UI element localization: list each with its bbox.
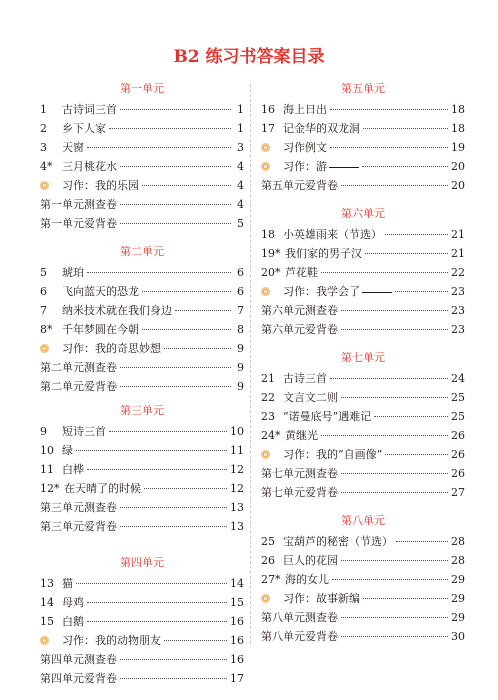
entry-title: 第六单元测查卷 xyxy=(261,304,338,317)
dot-leader xyxy=(164,348,231,349)
entry-title: 海的女儿 xyxy=(285,573,329,586)
dot-leader xyxy=(385,234,448,235)
entry-number: 15 xyxy=(40,615,54,628)
unit-section xyxy=(40,243,244,396)
page-number: 28 xyxy=(451,554,465,567)
dot-leader xyxy=(120,109,231,110)
dot-leader xyxy=(321,272,448,273)
dot-leader xyxy=(120,386,231,387)
dot-leader xyxy=(332,579,448,580)
page-number: 23 xyxy=(451,285,465,298)
entry-title: 第三单元爱背卷 xyxy=(40,520,117,533)
dot-leader xyxy=(142,291,231,292)
entry-number: 18 xyxy=(261,228,275,241)
entry-title: 古诗词三首 xyxy=(62,103,117,116)
page-number: 16 xyxy=(230,653,244,666)
dot-leader xyxy=(76,583,227,584)
toc-entry[interactable] xyxy=(261,244,465,263)
dot-leader xyxy=(341,617,448,618)
dot-leader xyxy=(363,128,448,129)
page-number: 9 xyxy=(237,361,244,374)
unit-section xyxy=(261,349,465,502)
entry-number: 21 xyxy=(261,372,275,385)
dot-leader xyxy=(76,450,227,451)
page-number: 17 xyxy=(230,672,244,685)
toc-entry[interactable] xyxy=(40,214,244,233)
dot-leader xyxy=(120,678,227,679)
dot-leader xyxy=(341,560,448,561)
toc-entry[interactable] xyxy=(261,570,465,589)
toc-entry[interactable] xyxy=(261,388,465,407)
entry-number: 2 xyxy=(40,122,47,135)
entry-title: 习作：我的“自画像” xyxy=(283,448,383,461)
exercise-icon xyxy=(261,143,270,152)
unit-heading: 第七单元 xyxy=(341,351,385,364)
entry-number: 16 xyxy=(261,103,275,116)
entry-title: 第四单元爱背卷 xyxy=(40,672,117,685)
toc-entry[interactable] xyxy=(261,138,465,157)
entry-title: 习作例文 xyxy=(283,141,327,154)
dot-leader xyxy=(120,507,227,508)
toc-entry[interactable] xyxy=(40,263,244,282)
toc-entry[interactable] xyxy=(40,377,244,396)
toc-entry[interactable] xyxy=(40,479,244,498)
toc-entry[interactable] xyxy=(40,517,244,536)
entry-number: 22 xyxy=(261,391,275,404)
entry-title: 习作：我的奇思妙想 xyxy=(62,342,161,355)
page-number: 28 xyxy=(451,535,465,548)
dot-leader xyxy=(341,329,448,330)
dot-leader xyxy=(330,378,448,379)
toc-entry[interactable] xyxy=(261,483,465,502)
entry-title: 第一单元爱背卷 xyxy=(40,217,117,230)
entry-title: 短诗三首 xyxy=(62,425,106,438)
right-column xyxy=(261,80,465,646)
entry-number: 3 xyxy=(40,141,47,154)
toc-entry[interactable] xyxy=(40,282,244,301)
page-number: 9 xyxy=(237,342,244,355)
entry-title: 第一单元测查卷 xyxy=(40,198,117,211)
entry-number: 9 xyxy=(40,425,47,438)
toc-entry[interactable] xyxy=(40,157,244,176)
toc-entry[interactable] xyxy=(261,407,465,426)
toc-entry[interactable] xyxy=(261,282,465,301)
toc-entry[interactable] xyxy=(40,358,244,377)
unit-heading: 第二单元 xyxy=(120,245,164,258)
page-number: 29 xyxy=(451,573,465,586)
dot-leader xyxy=(365,253,448,254)
dot-leader xyxy=(164,640,227,641)
exercise-icon xyxy=(261,162,270,171)
page-number: 12 xyxy=(230,482,244,495)
entry-title: 习作：我学会了 xyxy=(283,285,360,298)
toc-entry[interactable] xyxy=(40,138,244,157)
entry-title: 在天晴了的时候 xyxy=(64,482,141,495)
column-divider xyxy=(250,84,251,644)
page-number: 25 xyxy=(451,391,465,404)
entry-title: 琥珀 xyxy=(62,266,84,279)
entry-title: 飞向蓝天的恐龙 xyxy=(62,285,139,298)
page-number: 18 xyxy=(451,103,465,116)
exercise-icon xyxy=(261,594,270,603)
entry-number: 11 xyxy=(40,463,54,476)
dot-leader xyxy=(87,602,227,603)
dot-leader xyxy=(175,310,231,311)
page-number: 4 xyxy=(237,198,244,211)
page-number: 15 xyxy=(230,596,244,609)
dot-leader xyxy=(395,291,448,292)
dot-leader xyxy=(120,166,231,167)
unit-heading: 第四单元 xyxy=(120,556,164,569)
dot-leader xyxy=(87,147,231,148)
toc-entry[interactable] xyxy=(261,176,465,195)
entry-title: 第六单元爱背卷 xyxy=(261,323,338,336)
unit-section xyxy=(40,80,244,233)
entry-title: 猫 xyxy=(62,577,73,590)
entry-title: 白桦 xyxy=(62,463,84,476)
entry-title: 千年梦圆在今朝 xyxy=(62,323,139,336)
entry-number: 23 xyxy=(261,410,275,423)
page-number: 19 xyxy=(451,141,465,154)
left-column xyxy=(40,80,244,688)
unit-section xyxy=(261,205,465,339)
exercise-icon xyxy=(261,287,270,296)
fill-in-blank xyxy=(362,292,392,293)
page-number: 1 xyxy=(237,103,244,116)
dot-leader xyxy=(362,166,448,167)
page-number: 9 xyxy=(237,380,244,393)
unit-heading: 第八单元 xyxy=(341,514,385,527)
page-number: 6 xyxy=(237,266,244,279)
entry-title: 黄继光 xyxy=(285,429,318,442)
page-number: 10 xyxy=(230,425,244,438)
dot-leader xyxy=(120,204,231,205)
entry-title: 文言文二则 xyxy=(283,391,338,404)
entry-title: 习作：故事新编 xyxy=(283,592,360,605)
entry-title: 第五单元爱背卷 xyxy=(261,179,338,192)
dot-leader xyxy=(120,223,231,224)
page-number: 18 xyxy=(451,122,465,135)
toc-entry[interactable] xyxy=(261,301,465,320)
exercise-icon xyxy=(40,181,49,190)
dot-leader xyxy=(341,492,448,493)
entry-title: 宝葫芦的秘密（节选） xyxy=(283,535,393,548)
entry-title: 绿 xyxy=(62,444,73,457)
page-number: 22 xyxy=(451,266,465,279)
dot-leader xyxy=(87,469,227,470)
entry-title: 第二单元测查卷 xyxy=(40,361,117,374)
page-number: 26 xyxy=(451,467,465,480)
entry-title: 乡下人家 xyxy=(62,122,106,135)
entry-title: 习作：我的动物朋友 xyxy=(62,634,161,647)
entry-title: 古诗三首 xyxy=(283,372,327,385)
unit-heading: 第三单元 xyxy=(120,404,164,417)
entry-number: 4* xyxy=(40,160,53,173)
page-number: 4 xyxy=(237,179,244,192)
toc-entry[interactable] xyxy=(40,301,244,320)
entry-number: 19* xyxy=(261,247,281,260)
page-number: 3 xyxy=(237,141,244,154)
page-number: 29 xyxy=(451,611,465,624)
toc-entry[interactable] xyxy=(261,157,465,176)
page-number: 21 xyxy=(451,228,465,241)
exercise-icon xyxy=(40,344,49,353)
entry-number: 1 xyxy=(40,103,47,116)
dot-leader xyxy=(330,147,448,148)
entry-title: 三月桃花水 xyxy=(62,160,117,173)
entry-title: 第四单元测查卷 xyxy=(40,653,117,666)
toc-entry[interactable] xyxy=(40,195,244,214)
dot-leader xyxy=(120,526,227,527)
toc-entry[interactable] xyxy=(261,608,465,627)
toc-entry[interactable] xyxy=(261,369,465,388)
page-number: 26 xyxy=(451,429,465,442)
dot-leader xyxy=(341,397,448,398)
page-number: 13 xyxy=(230,520,244,533)
dot-leader xyxy=(144,488,227,489)
page-number: 8 xyxy=(237,323,244,336)
page-number: 24 xyxy=(451,372,465,385)
page-number: 23 xyxy=(451,304,465,317)
toc-entry[interactable] xyxy=(40,100,244,119)
page-number: 20 xyxy=(451,179,465,192)
page-number: 25 xyxy=(451,410,465,423)
entry-title: 巨人的花园 xyxy=(283,554,338,567)
dot-leader xyxy=(330,109,448,110)
unit-section xyxy=(40,554,244,688)
toc-entry[interactable] xyxy=(261,589,465,608)
toc-entry[interactable] xyxy=(40,669,244,688)
toc-entry[interactable] xyxy=(40,574,244,593)
page-number: 27 xyxy=(451,486,465,499)
dot-leader xyxy=(341,473,448,474)
entry-number: 13 xyxy=(40,577,54,590)
entry-title: 小英雄雨来（节选） xyxy=(283,228,382,241)
entry-number: 26 xyxy=(261,554,275,567)
exercise-icon xyxy=(40,636,49,645)
dot-leader xyxy=(341,310,448,311)
entry-title: 我们家的男子汉 xyxy=(285,247,362,260)
page-number: 11 xyxy=(230,444,244,457)
dot-leader xyxy=(142,329,231,330)
page-number: 14 xyxy=(230,577,244,590)
dot-leader xyxy=(142,185,231,186)
page-number: 6 xyxy=(237,285,244,298)
entry-title: 习作：我的乐园 xyxy=(62,179,139,192)
page-number: 16 xyxy=(230,634,244,647)
entry-number: 8* xyxy=(40,323,53,336)
toc-entry[interactable] xyxy=(261,225,465,244)
fill-in-blank xyxy=(329,167,359,168)
entry-number: 10 xyxy=(40,444,54,457)
dot-leader xyxy=(87,272,231,273)
page-number: 16 xyxy=(230,615,244,628)
page-number: 7 xyxy=(237,304,244,317)
dot-leader xyxy=(374,416,448,417)
toc-entry[interactable] xyxy=(261,320,465,339)
entry-number: 24* xyxy=(261,429,281,442)
toc-entry[interactable] xyxy=(40,593,244,612)
dot-leader xyxy=(120,367,231,368)
entry-title: 习作：游 xyxy=(283,160,327,173)
dot-leader xyxy=(120,659,227,660)
page-number: 29 xyxy=(451,592,465,605)
toc-entry[interactable] xyxy=(40,441,244,460)
entry-title: 母鸡 xyxy=(62,596,84,609)
unit-heading: 第一单元 xyxy=(120,82,164,95)
toc-entry[interactable] xyxy=(40,119,244,138)
toc-entry[interactable] xyxy=(261,426,465,445)
toc-entry[interactable] xyxy=(40,320,244,339)
entry-number: 5 xyxy=(40,266,47,279)
entry-title: “诺曼底号”遇难记 xyxy=(283,410,372,423)
toc-entry[interactable] xyxy=(40,460,244,479)
entry-title: 第八单元测查卷 xyxy=(261,611,338,624)
entry-number: 14 xyxy=(40,596,54,609)
unit-section xyxy=(261,80,465,195)
dot-leader xyxy=(109,431,227,432)
entry-title: 第三单元测查卷 xyxy=(40,501,117,514)
toc-entry[interactable] xyxy=(261,464,465,483)
entry-title: 第二单元爱背卷 xyxy=(40,380,117,393)
page-number: 20 xyxy=(451,160,465,173)
toc-entry[interactable] xyxy=(261,627,465,646)
entry-number: 25 xyxy=(261,535,275,548)
page-number: 26 xyxy=(451,448,465,461)
page-number: 5 xyxy=(237,217,244,230)
dot-leader xyxy=(341,185,448,186)
entry-title: 第七单元测查卷 xyxy=(261,467,338,480)
entry-title: 白鹅 xyxy=(62,615,84,628)
toc-entry[interactable] xyxy=(40,631,244,650)
unit-heading: 第五单元 xyxy=(341,82,385,95)
dot-leader xyxy=(396,541,448,542)
toc-entry[interactable] xyxy=(40,176,244,195)
page-number: 4 xyxy=(237,160,244,173)
entry-title: 纳米技术就在我们身边 xyxy=(62,304,172,317)
unit-heading: 第六单元 xyxy=(341,207,385,220)
page-number: 13 xyxy=(230,501,244,514)
entry-title: 第八单元爱背卷 xyxy=(261,630,338,643)
unit-section xyxy=(40,402,244,536)
entry-number: 20* xyxy=(261,266,281,279)
entry-title: 芦花鞋 xyxy=(285,266,318,279)
toc-entry[interactable] xyxy=(40,339,244,358)
entry-number: 17 xyxy=(261,122,275,135)
entry-number: 27* xyxy=(261,573,281,586)
entry-title: 记金华的双龙洞 xyxy=(283,122,360,135)
dot-leader xyxy=(109,128,231,129)
entry-number: 12* xyxy=(40,482,60,495)
toc-entry[interactable] xyxy=(261,445,465,464)
entry-number: 6 xyxy=(40,285,47,298)
dot-leader xyxy=(341,636,448,637)
toc-entry[interactable] xyxy=(40,498,244,517)
entry-title: 海上日出 xyxy=(283,103,327,116)
unit-section xyxy=(261,512,465,646)
page-number: 23 xyxy=(451,323,465,336)
dot-leader xyxy=(363,598,448,599)
toc-entry[interactable] xyxy=(261,532,465,551)
dot-leader xyxy=(321,435,448,436)
dot-leader xyxy=(385,454,448,455)
page-number: 1 xyxy=(237,122,244,135)
dot-leader xyxy=(87,621,227,622)
page-title: B2 练习书答案目录 xyxy=(173,47,325,67)
page-number: 30 xyxy=(451,630,465,643)
entry-title: 第七单元爱背卷 xyxy=(261,486,338,499)
exercise-icon xyxy=(261,450,270,459)
toc-entry[interactable] xyxy=(40,650,244,669)
page-number: 21 xyxy=(451,247,465,260)
toc-entry[interactable] xyxy=(261,551,465,570)
entry-title: 天窗 xyxy=(62,141,84,154)
page-number: 12 xyxy=(230,463,244,476)
toc-entry[interactable] xyxy=(261,100,465,119)
toc-entry[interactable] xyxy=(40,422,244,441)
toc-entry[interactable] xyxy=(40,612,244,631)
toc-entry[interactable] xyxy=(261,263,465,282)
entry-number: 7 xyxy=(40,304,47,317)
toc-entry[interactable] xyxy=(261,119,465,138)
